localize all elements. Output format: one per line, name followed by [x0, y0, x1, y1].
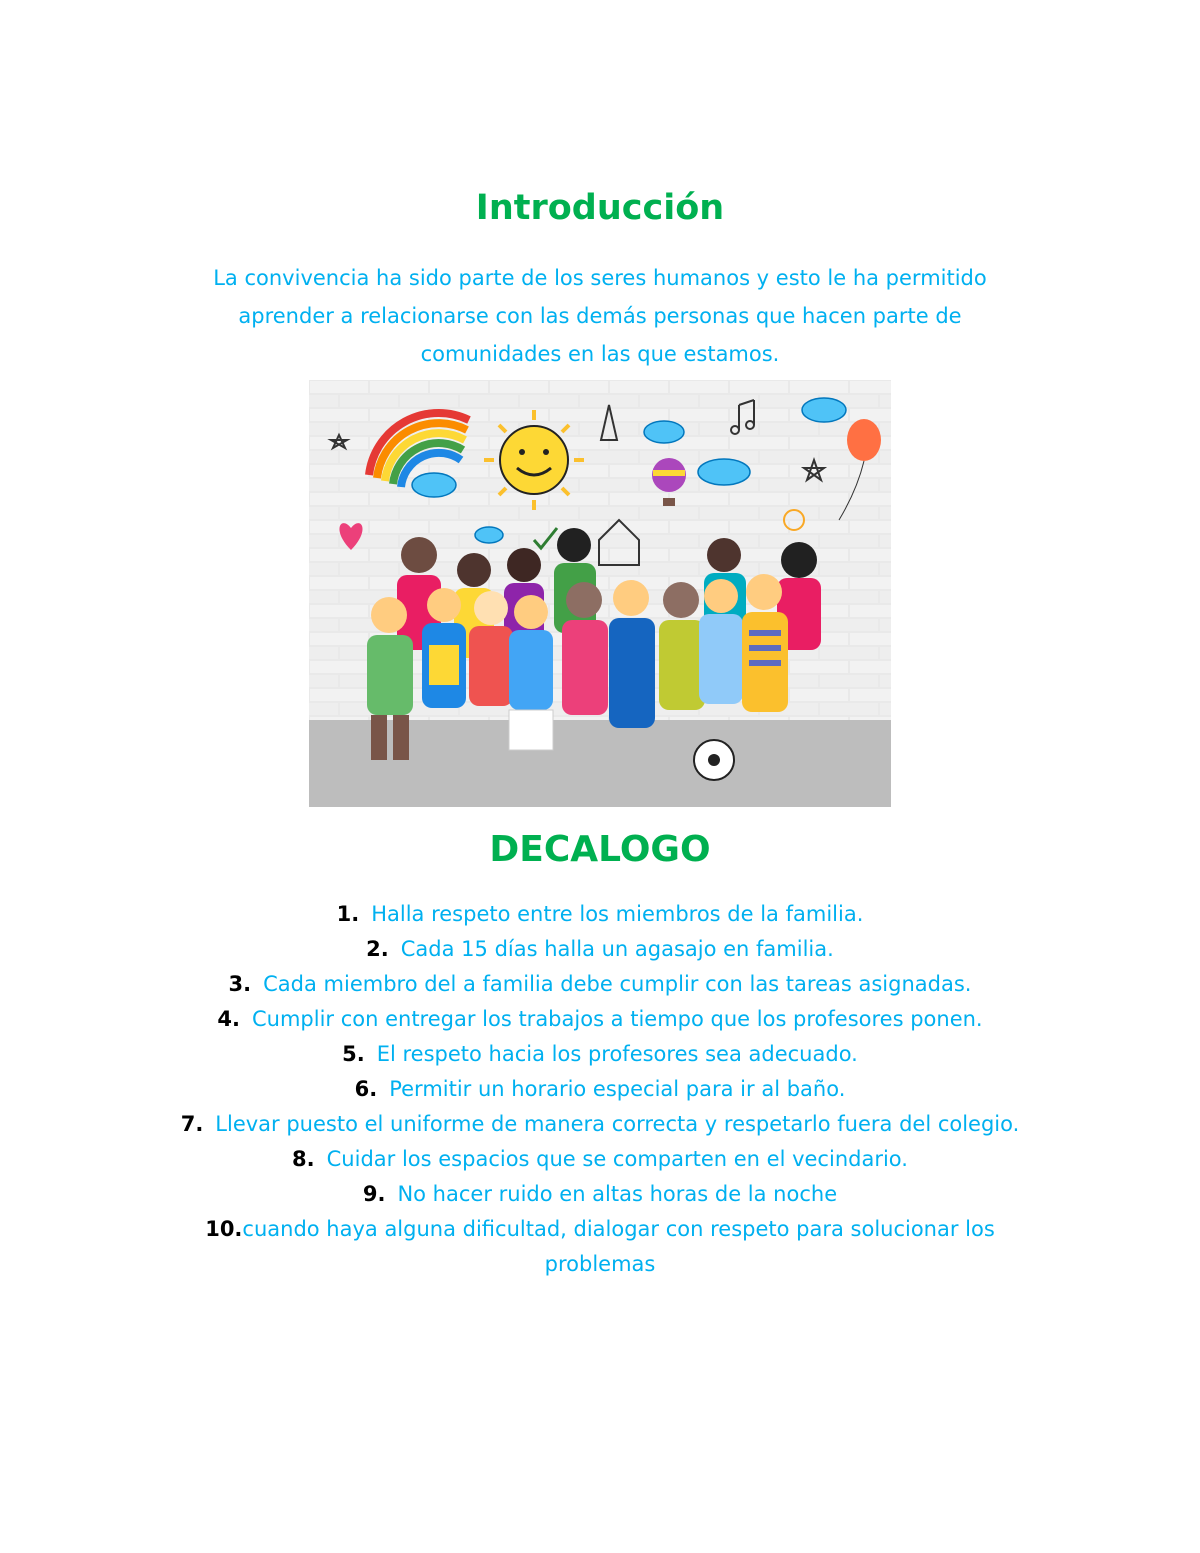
list-item — [180, 1142, 1020, 1177]
list-item — [180, 1072, 1020, 1107]
list-item — [180, 967, 1020, 1002]
list-item-number: 6. — [354, 1077, 378, 1101]
intro-title: Introducción — [475, 188, 725, 228]
list-item-text: cuando haya alguna dificultad, dialogar con respeto para solucionar los problemas — [242, 1217, 995, 1276]
soccer-ball-drawing — [694, 740, 734, 780]
list-item — [180, 1177, 1020, 1212]
list-item — [180, 1037, 1020, 1072]
list-item — [180, 897, 1020, 932]
list-item-number: 8. — [292, 1147, 315, 1171]
list-item-text: Cada 15 días halla un agasajo en familia. — [400, 937, 834, 961]
list-item-text: Permitir un horario especial para ir al baño. — [389, 1077, 846, 1101]
list-item-number: 10. — [205, 1217, 243, 1241]
list-item-number: 3. — [228, 972, 252, 996]
list-item-number: 5. — [342, 1042, 365, 1066]
list-item-text: Cumplir con entregar los trabajos a tiempo que los profesores ponen. — [251, 1007, 983, 1031]
list-item-number: 7. — [180, 1112, 204, 1136]
list-item-text: Halla respeto entre los miembros de la familia. — [371, 902, 864, 926]
sun-drawing — [484, 410, 584, 510]
children-group-photo — [309, 380, 891, 807]
list-item-text: No hacer ruido en altas horas de la noche — [397, 1182, 838, 1206]
list-item-text: Llevar puesto el uniforme de manera correcta y respetarlo fuera del colegio. — [215, 1112, 1020, 1136]
decalogo-title: DECALOGO — [489, 829, 711, 870]
intro-paragraph: La convivencia ha sido parte de los seres humanos y esto le ha permitido aprender a relacionarse con las demás personas que hacen parte de comunidades en las que estamos. — [213, 266, 987, 366]
list-item-text: Cada miembro del a familia debe cumplir con las tareas asignadas. — [263, 972, 972, 996]
list-item-text: Cuidar los espacios que se comparten en el vecindario. — [326, 1147, 908, 1171]
list-item-number: 1. — [336, 902, 360, 926]
list-item-number: 9. — [362, 1182, 386, 1206]
decalogo-list — [180, 897, 1020, 1282]
list-item — [180, 1212, 1020, 1282]
list-item — [180, 932, 1020, 967]
list-item — [180, 1002, 1020, 1037]
list-item-text: El respeto hacia los profesores sea adecuado. — [376, 1042, 858, 1066]
list-item-number: 2. — [366, 937, 389, 961]
list-item-number: 4. — [217, 1007, 240, 1031]
list-item — [180, 1107, 1020, 1142]
